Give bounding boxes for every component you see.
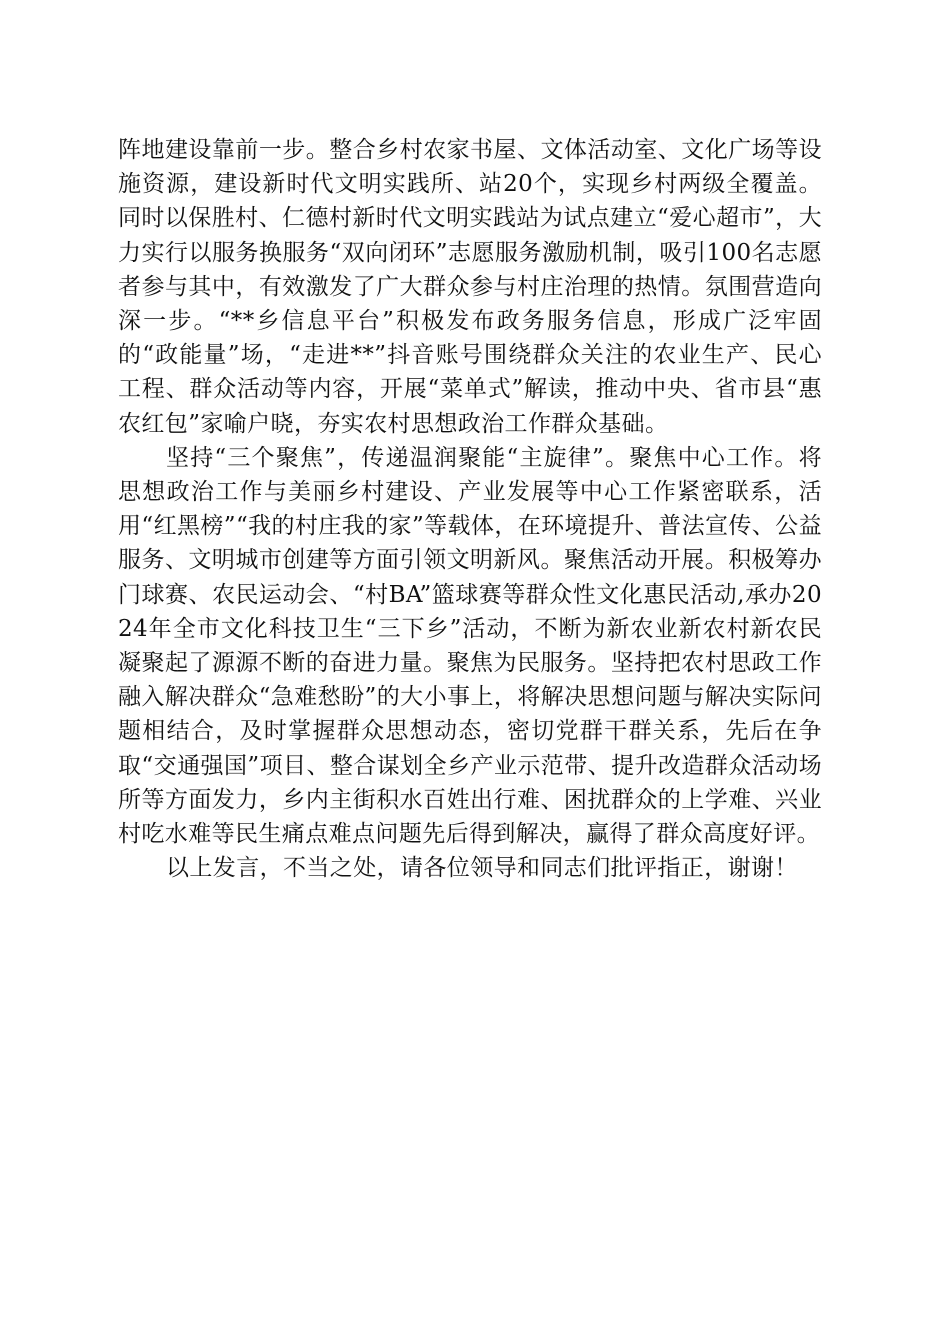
paragraph-closing-remarks: 以上发言，不当之处，请各位领导和同志们批评指正，谢谢！: [166, 855, 798, 882]
document-body: [118, 133, 822, 885]
paragraph-cultural-positions: 阵地建设靠前一步。整合乡村农家书屋、文体活动室、文化广场等设施资源，建设新时代文明实践所、站20个，实现乡村两级全覆盖。同时以保胜村、仁德村新时代文明实践站为试点建立“爱心超市”，大力实行以服务换服务“双向闭环”志愿服务激励机制，吸引100名志愿者参与其中，有效激发了广大群众参与村庄治理的热情。氛围营造向深一步。“**乡信息平台”积极发布政务服务信息，形成广泛牢固的“政能量”场，“走进**”抖音账号围绕群众关注的农业生产、民心工程、群众活动等内容，开展“菜单式”解读，推动中央、省市县“惠农红包”家喻户晓，夯实农村思想政治工作群众基础。: [118, 137, 822, 437]
paragraph-three-focuses: 坚持“三个聚焦”，传递温润聚能“主旋律”。聚焦中心工作。将思想政治工作与美丽乡村建设、产业发展等中心工作紧密联系，活用“红黑榜”“我的村庄我的家”等载体，在环境提升、普法宣传、公益服务、文明城市创建等方面引领文明新风。聚焦活动开展。积极筹办门球赛、农民运动会、“村BA”篮球赛等群众性文化惠民活动,承办2024年全市文化科技卫生“三下乡”活动，不断为新农业新农村新农民凝聚起了源源不断的奋进力量。聚焦为民服务。坚持把农村思政工作融入解决群众“急难愁盼”的大小事上，将解决思想问题与解决实际问题相结合，及时掌握群众思想动态，密切党群干群关系，先后在争取“交通强国”项目、整合谋划全乡产业示范带、提升改造群众活动场所等方面发力，乡内主街积水百姓出行难、困扰群众的上学难、兴业村吃水难等民生痛点难点问题先后得到解决，赢得了群众高度好评。: [118, 444, 822, 848]
